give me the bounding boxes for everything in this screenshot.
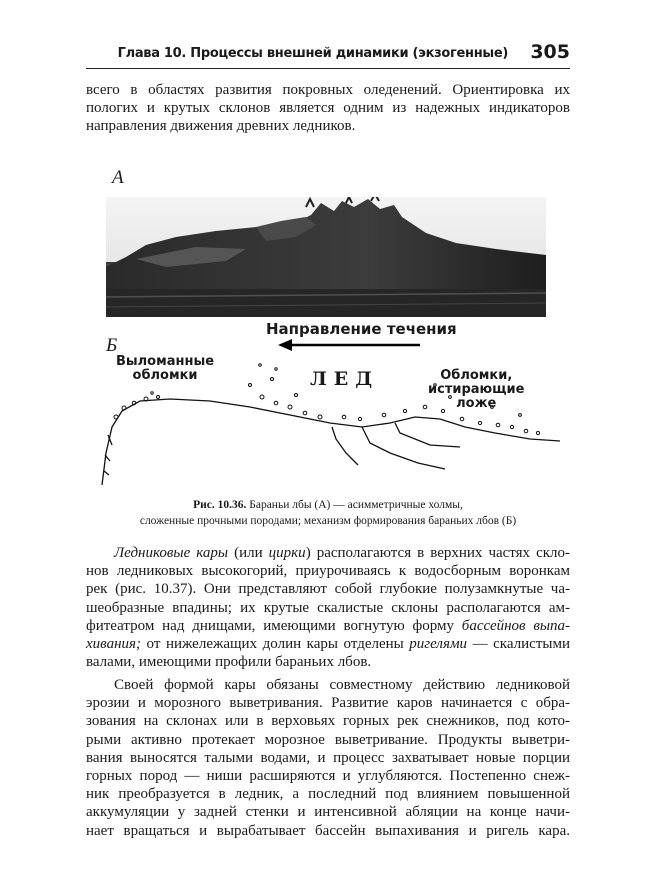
text-line xyxy=(86,544,570,562)
caption-text: Бараньи лбы (А) — асимметричные холмы, xyxy=(249,499,463,511)
text-line: всего в областях развития покровных оледенений. Ориентировка их xyxy=(86,82,570,98)
text-run: — скалистыми xyxy=(467,636,570,653)
text-line: ник преобразуется в ледник, а последний под влиянием повышенной xyxy=(86,786,570,803)
text-line xyxy=(86,653,570,671)
flow-arrow xyxy=(278,339,420,351)
text-run: от нижележащих долин кары отделены xyxy=(140,636,410,653)
text-line: направления движения древних ледников. xyxy=(86,118,356,135)
text-run: валами, имеющими профили бараньих лбов. xyxy=(86,654,372,671)
roche-moutonnee-photo xyxy=(106,197,546,317)
cirque-formation-paragraph xyxy=(86,676,570,840)
text-run: фитеатром над днищами, имеющими вогнутую форму xyxy=(86,617,462,634)
chapter-title: Глава 10. Процессы внешней динамики (экзогенные) xyxy=(117,46,508,61)
running-header xyxy=(86,38,570,68)
term-italic: цирки xyxy=(268,545,306,561)
ice-label: ЛЕД xyxy=(310,368,380,390)
text-run: рек (рис. 10.37). Они представляют собой глубокие полузамкнутые ча- xyxy=(86,581,570,598)
page-number: 305 xyxy=(530,41,570,63)
panel-b-label: Б xyxy=(106,335,118,356)
panel-a-label: А xyxy=(112,167,124,188)
figure-caption xyxy=(86,497,570,529)
text-line xyxy=(86,635,570,653)
text-run: шеобразные впадины; их крутые скалистые склоны располагаются ам- xyxy=(86,599,570,616)
intro-paragraph xyxy=(86,81,570,136)
text-line xyxy=(86,580,570,598)
bedrock-profile xyxy=(102,399,560,485)
text-line: пологих и крутых склонов является одним из надежных индикаторов xyxy=(86,100,570,117)
text-line: горных пород — ниши расширяются и углубляются. Постепенно снеж- xyxy=(86,768,570,785)
abrading-fragments-label: Обломки, истирающие ложе xyxy=(428,368,525,411)
figure-10-36 xyxy=(100,165,560,485)
text-run: ) располагаются в верхних частях скло- xyxy=(305,545,571,561)
term-italic: ригелями xyxy=(409,636,468,653)
broken-fragments-label: Выломанные обломки xyxy=(116,354,215,383)
term-italic: хивания; xyxy=(86,636,141,653)
flow-direction-label: Направление течения xyxy=(266,320,457,338)
text-line xyxy=(86,599,570,617)
text-line: Своей формой кары обязаны совместному действию ледниковой xyxy=(114,677,570,693)
term-italic: бассейнов выпа- xyxy=(461,617,571,634)
text-line: рыми активно протекает морозное выветривание. Продукты выветри- xyxy=(86,731,570,748)
text-run: (или xyxy=(228,545,269,561)
text-line xyxy=(86,617,570,635)
text-line: вания выносятся талыми водами, и процесс захватывает новые порции xyxy=(86,749,570,766)
text-run: нов ледниковых высокогорий, приурочиваясь к водосборным воронкам xyxy=(86,563,570,580)
term-italic: Ледниковые кары xyxy=(114,545,229,561)
text-line: нает вращаться и вырабатывает бассейн выпахивания и ригель кара. xyxy=(86,822,570,839)
figure-number: Рис. 10.36. xyxy=(193,499,247,511)
caption-text: сложенные прочными породами; механизм формирования бараньих лбов (Б) xyxy=(139,515,517,527)
text-line: эрозии и морозного выветривания. Развитие каров начинается с обра- xyxy=(86,695,570,712)
text-line: зования на склонах или в верховьях горных рек снежников, под кото- xyxy=(86,713,570,730)
text-line: аккумуляции у задней стенки и интенсивной абляции на конце начи- xyxy=(86,804,570,821)
cirque-paragraph xyxy=(86,544,570,671)
header-rule xyxy=(86,68,570,69)
text-line xyxy=(86,562,570,580)
